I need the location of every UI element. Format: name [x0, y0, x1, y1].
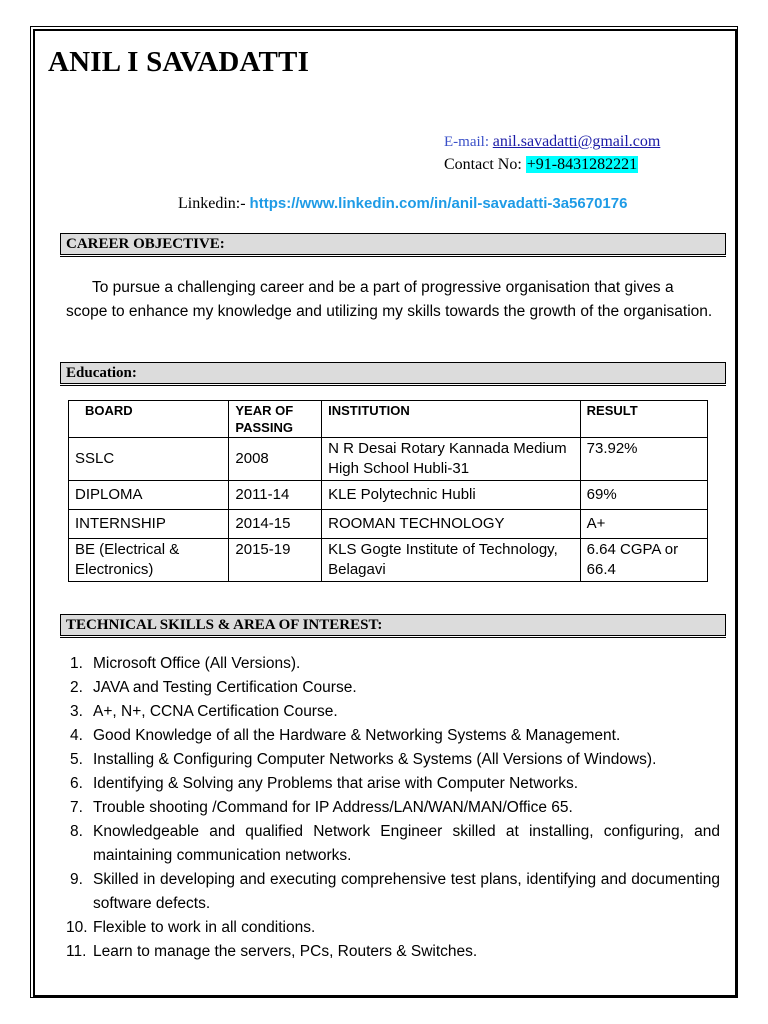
phone-number: +91-8431282221 [526, 156, 638, 173]
list-item-text: Identifying & Solving any Problems that arise with Computer Networks. [93, 775, 579, 792]
list-item [66, 748, 720, 772]
email-label: E-mail: [444, 134, 489, 150]
list-item-text: Microsoft Office (All Versions). [93, 655, 301, 672]
linkedin-line [178, 195, 627, 213]
list-item-text: A+, N+, CCNA Certification Course. [93, 703, 338, 720]
column-header: RESULT [580, 401, 707, 438]
contact-label: Contact No: [444, 156, 522, 173]
education-table [68, 400, 708, 582]
linkedin-link[interactable]: https://www.linkedin.com/in/anil-savadatti-3a5670176 [249, 195, 628, 212]
table-row [69, 481, 708, 510]
column-header: YEAR OF PASSING [229, 401, 322, 438]
table-cell: BE (Electrical & Electronics) [69, 539, 229, 582]
table-cell: N R Desai Rotary Kannada Medium High School Hubli-31 [322, 438, 581, 481]
column-header: INSTITUTION [322, 401, 581, 438]
contact-line [444, 156, 638, 174]
list-item-number: 6. [70, 775, 83, 792]
table-row [69, 539, 708, 582]
table-cell: KLS Gogte Institute of Technology, Belagavi [322, 539, 581, 582]
list-item-text: Learn to manage the servers, PCs, Routers & Switches. [93, 943, 478, 960]
linkedin-label: Linkedin:- [178, 195, 246, 212]
table-cell: 73.92% [580, 438, 707, 481]
table-cell: KLE Polytechnic Hubli [322, 481, 581, 510]
list-item-number: 1. [70, 655, 83, 672]
list-item [66, 652, 720, 676]
table-cell: INTERNSHIP [69, 510, 229, 539]
list-item [66, 700, 720, 724]
career-objective-heading: CAREER OBJECTIVE: [60, 233, 726, 255]
list-item-number: 2. [70, 679, 83, 696]
table-cell: SSLC [69, 438, 229, 481]
table-cell: DIPLOMA [69, 481, 229, 510]
list-item [66, 724, 720, 748]
candidate-name: ANIL I SAVADATTI [48, 46, 310, 78]
list-item [66, 820, 720, 868]
table-header-row [69, 401, 708, 438]
email-link[interactable]: anil.savadatti@gmail.com [492, 133, 661, 150]
list-item [66, 796, 720, 820]
table-row [69, 438, 708, 481]
career-objective-text: To pursue a challenging career and be a part of progressive organisation that gives a scope to enhance my knowledge and utilizing my skills towards the growth of the organisation. [66, 279, 713, 320]
list-item-text: Trouble shooting /Command for IP Address/LAN/WAN/MAN/Office 65. [93, 799, 573, 816]
table-cell: 6.64 CGPA or 66.4 [580, 539, 707, 582]
table-cell: 2015-19 [229, 539, 322, 582]
list-item-number: 9. [70, 871, 83, 888]
list-item-number: 4. [70, 727, 83, 744]
list-item-text: Flexible to work in all conditions. [93, 919, 316, 936]
list-item-text: Good Knowledge of all the Hardware & Networking Systems & Management. [93, 727, 621, 744]
list-item-number: 8. [70, 823, 83, 840]
email-line [444, 133, 660, 151]
education-heading: Education: [60, 362, 726, 384]
list-item [66, 940, 720, 964]
list-item [66, 772, 720, 796]
list-item-text: JAVA and Testing Certification Course. [93, 679, 357, 696]
list-item-number: 7. [70, 799, 83, 816]
list-item [66, 868, 720, 916]
table-cell: 69% [580, 481, 707, 510]
table-cell: 2008 [229, 438, 322, 481]
list-item [66, 676, 720, 700]
list-item [66, 916, 720, 940]
list-item-number: 10. [66, 919, 88, 936]
list-item-number: 5. [70, 751, 83, 768]
list-item-text: Skilled in developing and executing comprehensive test plans, identifying and documenting software defects. [93, 871, 720, 912]
table-cell: A+ [580, 510, 707, 539]
table-cell: ROOMAN TECHNOLOGY [322, 510, 581, 539]
list-item-text: Installing & Configuring Computer Networks & Systems (All Versions of Windows). [93, 751, 657, 768]
column-header: BOARD [69, 401, 229, 438]
table-cell: 2014-15 [229, 510, 322, 539]
table-row [69, 510, 708, 539]
table-cell: 2011-14 [229, 481, 322, 510]
list-item-number: 11. [66, 943, 87, 960]
skills-heading: TECHNICAL SKILLS & AREA OF INTEREST: [60, 614, 726, 636]
list-item-number: 3. [70, 703, 83, 720]
skills-list [66, 652, 720, 964]
list-item-text: Knowledgeable and qualified Network Engineer skilled at installing, configuring, and maintaining communication networks. [93, 823, 720, 864]
